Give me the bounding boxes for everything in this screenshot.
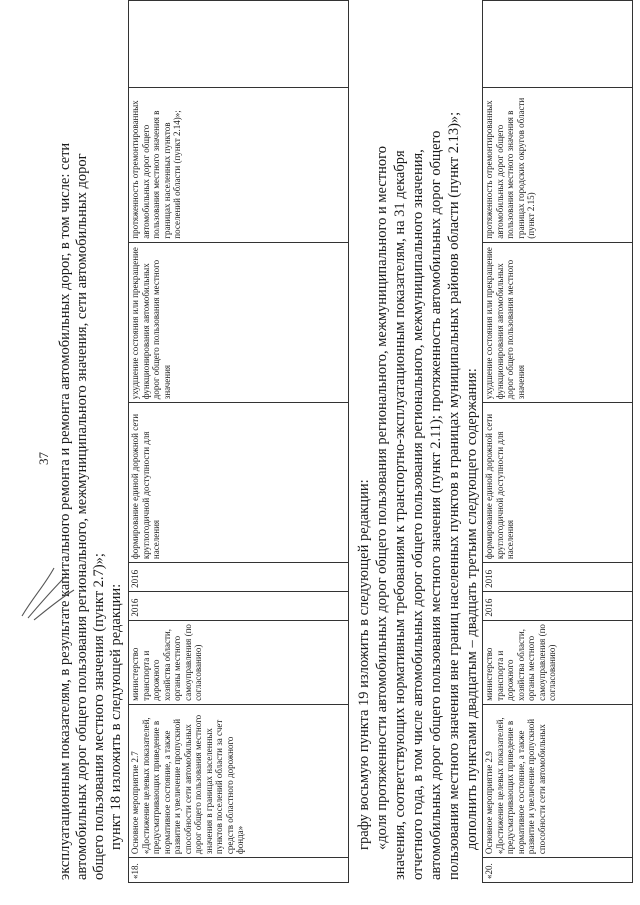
row18-event: Основное мероприятие 2.7 «Достижение целевых показателей, предусматривающих приведение в нормативное состояние, а также развитие и увеличение пропускной способности сети автомобильных дорог общего пользования местного значения в границах населенных пунктов поселений области за счет средств областного дорожного фонда» (129, 704, 349, 857)
intro-line-1: эксплуатационным показателям, в результате капитального ремонта и ремонта автомобильных дорог, в том числе: сети (57, 142, 73, 880)
row20-event: Основное мероприятие 2.9 «Достижение целевых показателей, предусматривающих приведение в нормативное состояние, а также развитие и увеличение пропускной способности сети автомобильных (483, 704, 633, 857)
middle-line-6: пользования местного значения вне границ населенных пунктов в границах муниципальных районов области (пункт 2.13)»; (446, 111, 462, 880)
row20-end-year: 2016 (483, 563, 633, 592)
row20-empty (483, 1, 633, 88)
row20-result: формирование единой дорожной сети круглогодичной доступности для населения (483, 403, 633, 563)
middle-line-2: «доля протяженности автомобильных дорог общего пользования регионального, межмуниципального и местного (374, 146, 390, 850)
row18-number: «18. (129, 858, 349, 883)
page-number: 37 (36, 452, 51, 465)
middle-line-7: дополнить пунктами двадцатым – двадцать третьим следующего содержания: (464, 368, 480, 850)
row20-consequence: ухудшение состояния или прекращение функционирования автомобильных дорог общего пользования местного значения (483, 242, 633, 403)
row18-end-year: 2016 (129, 563, 349, 592)
row20-link: протяженность отремонтированных автомобильных дорог общего пользования местного значения в границах городских округов области (пункт 2.15) (483, 87, 633, 242)
middle-line-4: отчетного года, в том числе автомобильных дорог общего пользования регионального, межмуниципального значения, (410, 149, 426, 880)
row18-empty (129, 1, 349, 88)
intro-line-2: автомобильных дорог общего пользования регионального, межмуниципального значения, сети автомобильных дорог (74, 153, 90, 880)
row18-result: формирование единой дорожной сети круглогодичной доступности для населения (129, 403, 349, 563)
row18-consequence: ухудшение состояния или прекращение функционирования автомобильных дорог общего пользования местного значения (129, 242, 349, 403)
middle-line-5: автомобильных дорог общего пользования местного значения (пункт 2.11); протяженность автомобильных дорог общего (428, 130, 444, 880)
row18-link: протяженность отремонтированных автомобильных дорог общего пользования местного значения в границах населенных пунктов поселений области (пункт 2.14)»; (129, 87, 349, 242)
intro-line-3: общего пользования местного значения (пункт 2.7)»; (91, 553, 107, 880)
row20-executor: министерство транспорта и дорожного хозяйства области, органы местного самоуправления (по согласованию) (483, 620, 633, 704)
table-row-18 (128, 0, 349, 883)
table-row-20 (482, 0, 633, 883)
middle-line-3: значения, соответствующих нормативным требованиям к транспортно-эксплуатационным показателям, на 31 декабря (392, 150, 408, 880)
row20-start-year: 2016 (483, 591, 633, 620)
signature-mark (14, 556, 84, 626)
row18-executor: министерство транспорта и дорожного хозяйства области, органы местного самоуправления (по согласованию) (129, 620, 349, 704)
row18-start-year: 2016 (129, 591, 349, 620)
middle-line-1: графу восьмую пункта 19 изложить в следующей редакции: (356, 479, 372, 850)
row20-number: «20. (483, 858, 633, 883)
intro-line-4: пункт 18 изложить в следующей редакции: (108, 583, 124, 850)
